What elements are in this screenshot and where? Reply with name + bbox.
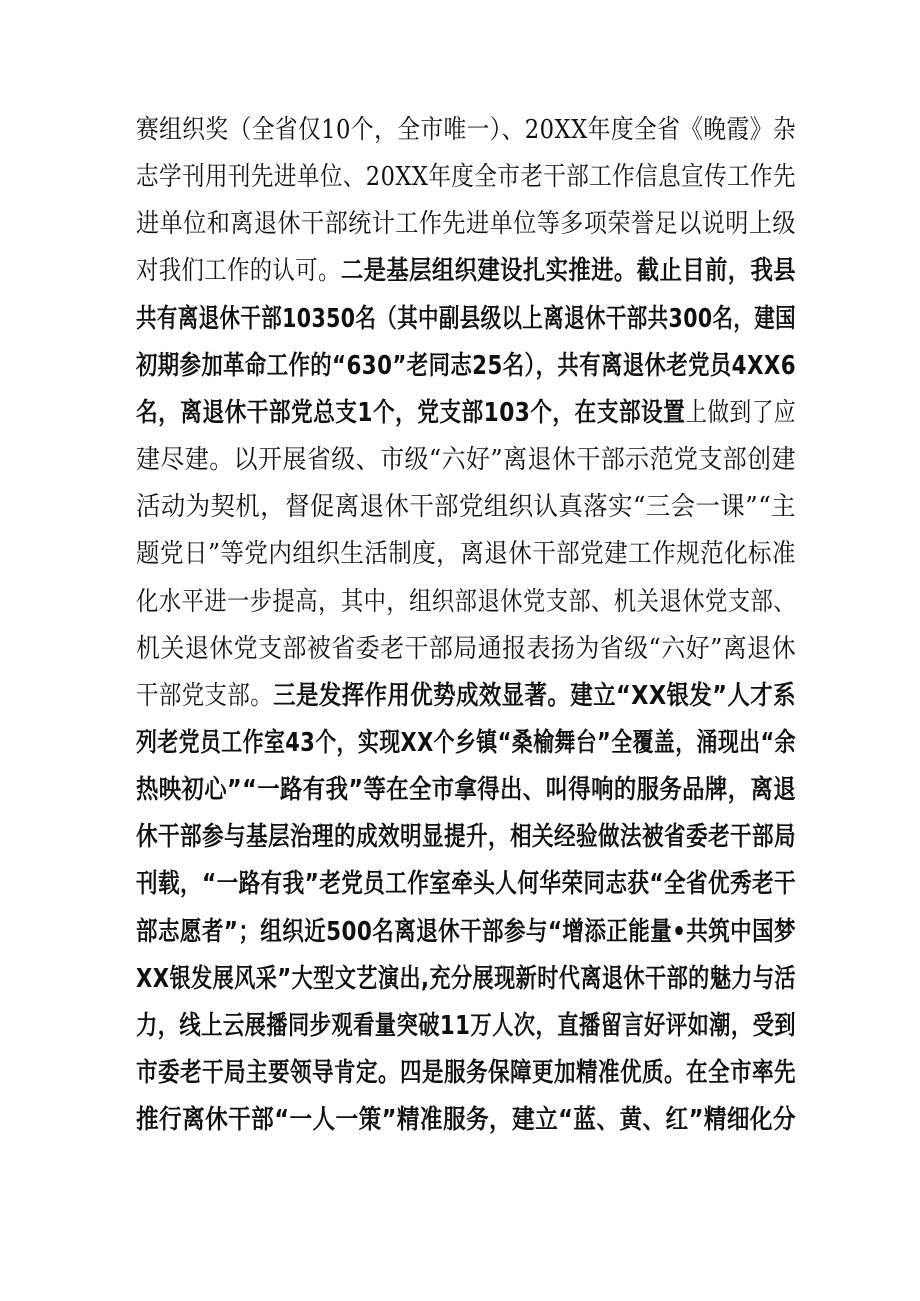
text-segment: 进单位和离退休干部统计工作先进单位等多项荣誉足以说明上级 bbox=[136, 209, 796, 240]
text-line bbox=[136, 206, 796, 242]
text-line bbox=[136, 725, 796, 761]
text-line bbox=[136, 819, 796, 855]
text-line bbox=[136, 914, 796, 950]
text-line bbox=[136, 348, 796, 384]
text-line bbox=[136, 961, 796, 997]
text-segment: 名，离退休干部党总支1个，党支部103个，在支部设置 bbox=[136, 397, 686, 428]
text-line bbox=[136, 631, 796, 667]
text-segment: 部志愿者”；组织近500名离退休干部参与“增添正能量•共筑中国梦 bbox=[136, 916, 796, 947]
text-segment: 初期参加革命工作的“630”老同志25名），共有离退休老党员4XX6 bbox=[136, 350, 796, 381]
text-line bbox=[136, 1055, 796, 1091]
text-line bbox=[136, 253, 796, 289]
text-segment: 休干部参与基层治理的成效明显提升，相关经验做法被省委老干部局 bbox=[136, 822, 796, 853]
text-segment: 三是发挥作用优势成效显著。建立“XX银发”人才系 bbox=[273, 680, 796, 711]
text-segment: 热映初心”“一路有我”等在全市拿得出、叫得响的服务品牌，离退 bbox=[136, 775, 796, 806]
text-line bbox=[136, 536, 796, 572]
text-segment: 对我们工作的认可。 bbox=[136, 256, 341, 287]
text-line bbox=[136, 1102, 796, 1138]
text-segment: 题党日”等党内组织生活制度，离退休干部党建工作规范化标准 bbox=[136, 539, 796, 570]
text-segment: XX银发展风采”大型文艺演出,充分展现新时代离退休干部的魅力与活 bbox=[136, 963, 796, 994]
text-segment: 机关退休党支部被省委老干部局通报表扬为省级“六好”离退休 bbox=[136, 633, 796, 664]
text-line bbox=[136, 112, 796, 148]
text-segment: 力，线上云展播同步观看量突破11万人次，直播留言好评如潮，受到 bbox=[136, 1010, 796, 1041]
text-line bbox=[136, 159, 796, 195]
text-line bbox=[136, 442, 796, 478]
text-segment: 赛组织奖（全省仅10个，全市唯一）、20XX年度全省《晚霞》杂 bbox=[136, 115, 796, 145]
text-line bbox=[136, 584, 796, 620]
text-line bbox=[136, 395, 796, 431]
text-segment: 化水平进一步提高，其中，组织部退休党支部、机关退休党支部、 bbox=[136, 586, 796, 617]
text-segment: 推行离休干部“一人一策”精准服务，建立“蓝、黄、红”精细化分 bbox=[136, 1105, 796, 1136]
text-line bbox=[136, 1008, 796, 1044]
text-line bbox=[136, 301, 796, 337]
text-line bbox=[136, 489, 796, 525]
text-segment: 列老党员工作室43个，实现XX个乡镇“桑榆舞台”全覆盖，涌现出“余 bbox=[136, 727, 796, 758]
text-segment: 建尽建。以开展省级、市级“六好”离退休干部示范党支部创建 bbox=[136, 445, 796, 476]
text-segment: 市委老干局主要领导肯定。四是服务保障更加精准优质。在全市率先 bbox=[136, 1058, 796, 1088]
text-segment: 刊载，“一路有我”老党员工作室牵头人何华荣同志获“全省优秀老干 bbox=[136, 869, 796, 900]
text-segment: 干部党支部。 bbox=[136, 680, 274, 711]
text-segment: 活动为契机，督促离退休干部党组织认真落实“三会一课”“主 bbox=[136, 492, 796, 523]
text-line bbox=[136, 866, 796, 902]
text-segment: 共有离退休干部10350名（其中副县级以上离退休干部共300名，建国 bbox=[136, 303, 796, 334]
text-segment: 二是基层组织建设扎实推进。截止目前，我县 bbox=[340, 256, 796, 287]
text-segment: 上做到了应 bbox=[685, 397, 796, 428]
text-segment: 志学刊用刊先进单位、20XX年度全市老干部工作信息宣传工作先 bbox=[136, 162, 796, 193]
text-line bbox=[136, 772, 796, 808]
text-line bbox=[136, 678, 796, 714]
